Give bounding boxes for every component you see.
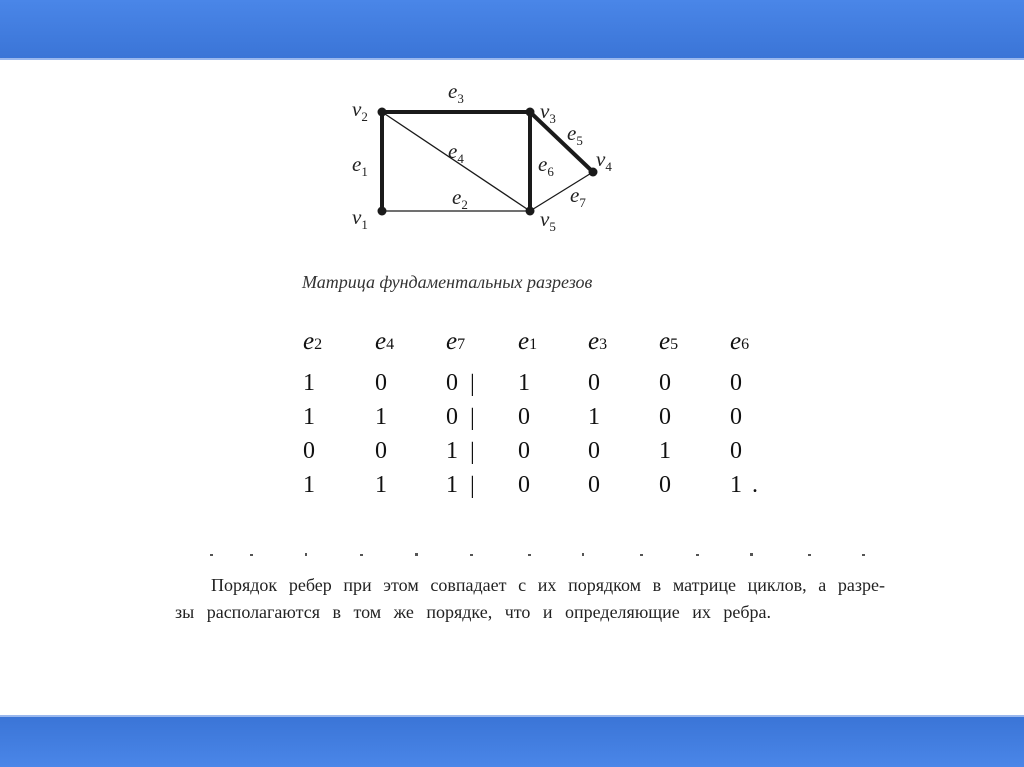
matrix-cell: 0: [518, 472, 530, 498]
matrix-header-e5: e5: [659, 328, 679, 355]
matrix-cell: 0: [303, 438, 315, 464]
matrix-cell: 1: [730, 472, 742, 498]
matrix-cell: 1: [518, 370, 530, 396]
matrix-separator: |: [470, 439, 475, 465]
matrix-cell: 0: [730, 438, 742, 464]
paragraph-line-1: Порядок ребер при этом совпадает с их порядком в матрице циклов, а разре-: [211, 575, 885, 595]
matrix-cell: 0: [588, 370, 600, 396]
edge-label-e2: $e_2$: [452, 185, 468, 212]
edge-label-e1: $e_1$: [352, 152, 368, 179]
matrix-cell: 0: [446, 370, 458, 396]
matrix-cell: 1: [588, 404, 600, 430]
matrix-cell: 0: [659, 404, 671, 430]
matrix-header-e6: e6: [730, 328, 750, 355]
edge-label-e6: $e_6$: [538, 152, 554, 179]
matrix-cell: 0: [446, 404, 458, 430]
matrix-cell: 0: [730, 370, 742, 396]
matrix-caption: Матрица фундаментальных разрезов: [302, 272, 593, 292]
edge-label-e4: $e_4$: [448, 139, 464, 166]
vertex-v3: [526, 108, 535, 117]
vertex-label-v4: $v_4$: [596, 147, 612, 174]
vertex-v1: [378, 207, 387, 216]
matrix-cell: 0: [588, 438, 600, 464]
vertex-label-v2: $v_2$: [352, 97, 368, 124]
matrix-cell: 1: [446, 438, 458, 464]
matrix-cell: 0: [588, 472, 600, 498]
bottom-banner: [0, 715, 1024, 767]
matrix-cell: 1: [303, 472, 315, 498]
matrix-cell: 0: [518, 438, 530, 464]
matrix-cell: 1: [446, 472, 458, 498]
top-banner: [0, 0, 1024, 60]
matrix-cell: 1: [303, 404, 315, 430]
matrix-separator: |: [470, 405, 475, 431]
matrix-cell: 1: [303, 370, 315, 396]
matrix-header-e7: e7: [446, 328, 466, 355]
matrix-header-e4: e4: [375, 328, 395, 355]
matrix-cell: 0: [659, 472, 671, 498]
matrix-separator: |: [470, 371, 475, 397]
vertex-v2: [378, 108, 387, 117]
matrix-separator: |: [470, 473, 475, 499]
vertex-label-v3: $v_3$: [540, 99, 556, 126]
faded-text-line: [210, 552, 870, 558]
body-paragraph: [175, 572, 885, 626]
matrix-cell: 0: [375, 370, 387, 396]
paragraph-line-2: зы располагаются в том же порядке, что и определяющие их ребра.: [175, 602, 772, 622]
matrix-cell: 0: [518, 404, 530, 430]
matrix-cell: 1: [375, 472, 387, 498]
matrix-cell: 1: [375, 404, 387, 430]
matrix-header-e2: e2: [303, 328, 323, 355]
matrix-cell: 1: [659, 438, 671, 464]
edge-label-e7: $e_7$: [570, 183, 586, 210]
matrix-header-e3: e3: [588, 328, 608, 355]
matrix-cell: 0: [730, 404, 742, 430]
matrix-end-mark: .: [752, 472, 758, 498]
matrix-cell: 0: [375, 438, 387, 464]
vertex-label-v5: $v_5$: [540, 207, 556, 234]
vertex-v5: [526, 207, 535, 216]
graph-diagram: [330, 76, 630, 246]
edge-label-e5: $e_5$: [567, 121, 583, 148]
matrix-cell: 0: [659, 370, 671, 396]
edge-label-e3: $e_3$: [448, 79, 464, 106]
vertex-label-v1: $v_1$: [352, 205, 368, 232]
matrix-header-e1: e1: [518, 328, 538, 355]
